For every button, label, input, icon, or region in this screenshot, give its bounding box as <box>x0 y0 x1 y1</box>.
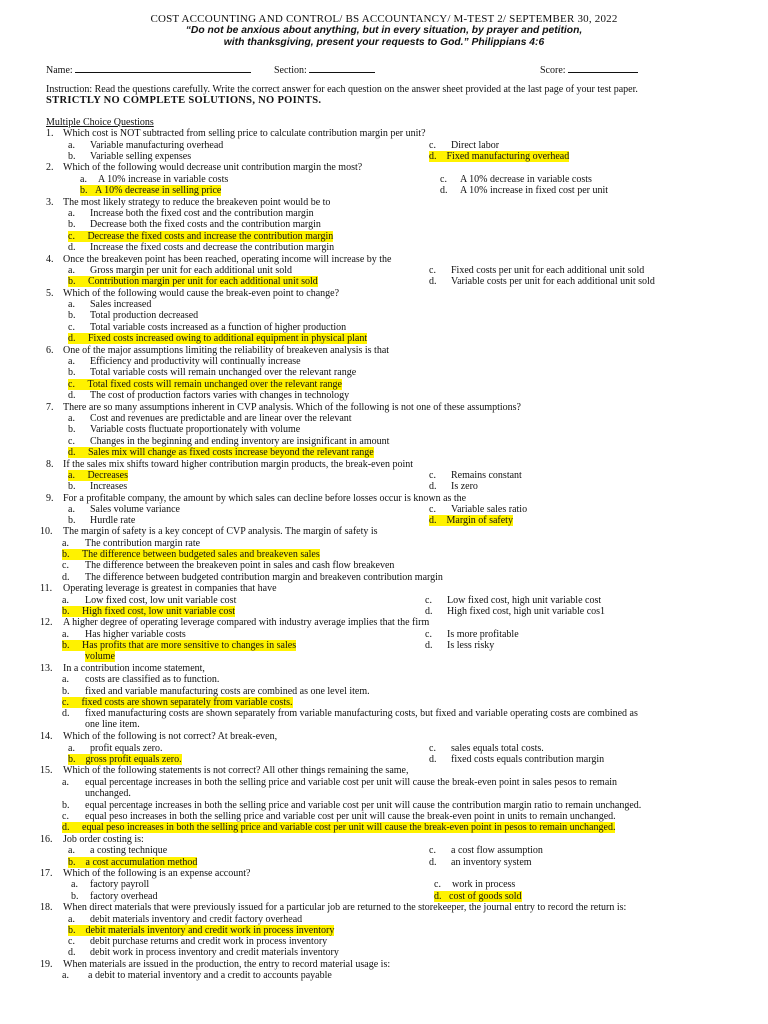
q18-d-letter: d. <box>68 947 76 958</box>
q4-d: Variable costs per unit for each additional unit sold <box>451 276 655 287</box>
q7-number: 7. <box>46 402 54 413</box>
q17-a: factory payroll <box>90 879 150 890</box>
q6-d: The cost of production factors varies with changes in technology <box>90 390 350 401</box>
q16-c: a cost flow assumption <box>451 845 543 856</box>
q3-c: Decrease the fixed costs and increase the contribution margin <box>87 231 334 242</box>
q1-number: 1. <box>46 128 54 139</box>
q14-a-letter: a. <box>68 743 75 754</box>
q2-b: A 10% decrease in selling price <box>95 185 222 196</box>
section-field[interactable] <box>274 62 375 76</box>
q12-number: 12. <box>40 617 53 628</box>
q3-a: Increase both the fixed cost and the contribution margin <box>90 208 314 219</box>
q9-b: Hurdle rate <box>90 515 136 526</box>
q13-a-letter: a. <box>62 674 69 685</box>
q2-c: A 10% decrease in variable costs <box>460 174 592 185</box>
q8-a: Decreases <box>87 470 128 481</box>
q1-a-letter: a. <box>68 140 75 151</box>
q9-number: 9. <box>46 493 54 504</box>
q7-text: There are so many assumptions inherent in CVP analysis. Which of the following is not one of these assumptions? <box>63 402 521 413</box>
q13-b: fixed and variable manufacturing costs are combined as one level item. <box>85 686 370 697</box>
q7-d-answer <box>68 447 374 458</box>
q16-a: a costing technique <box>90 845 168 856</box>
q5-a-letter: a. <box>68 299 75 310</box>
section-label: Section: <box>274 65 307 76</box>
q9-b-letter: b. <box>68 515 76 526</box>
score-label: Score: <box>540 65 566 76</box>
q3-c-letter: c. <box>68 231 75 242</box>
q17-b-letter: b. <box>71 891 79 902</box>
q9-a: Sales volume variance <box>90 504 180 515</box>
q1-text: Which cost is NOT subtracted from selling price to calculate contribution margin per unit? <box>63 128 426 139</box>
q4-b-letter: b. <box>68 276 76 287</box>
q6-c-answer <box>68 379 342 390</box>
q7-c-letter: c. <box>68 436 75 447</box>
q16-text: Job order costing is: <box>63 834 144 845</box>
q1-b-letter: b. <box>68 151 76 162</box>
q6-number: 6. <box>46 345 54 356</box>
q15-d-letter: d. <box>62 822 70 833</box>
q10-b: The difference between budgeted sales and breakeven sales <box>82 549 320 560</box>
q18-number: 18. <box>40 902 53 913</box>
q3-c-answer <box>68 231 333 242</box>
q10-c: The difference between the breakeven point in sales and cash flow breakeven <box>85 560 395 571</box>
q10-a-letter: a. <box>62 538 69 549</box>
q7-a-letter: a. <box>68 413 75 424</box>
q6-a: Efficiency and productivity will continually increase <box>90 356 301 367</box>
q19-a-letter: a. <box>62 970 69 981</box>
q4-text: Once the breakeven point has been reached, operating income will increase by the <box>63 254 392 265</box>
q19-a: a debit to material inventory and a credit to accounts payable <box>88 970 332 981</box>
q11-c: Low fixed cost, high unit variable cost <box>447 595 602 606</box>
q18-c: debit purchase returns and credit work in process inventory <box>90 936 328 947</box>
q12-d: Is less risky <box>447 640 495 651</box>
q3-number: 3. <box>46 197 54 208</box>
q15-c-letter: c. <box>62 811 69 822</box>
q3-d: Increase the fixed costs and decrease the contribution margin <box>90 242 335 253</box>
section-heading: Multiple Choice Questions <box>46 117 154 128</box>
q6-text: One of the major assumptions limiting the reliability of breakeven analysis is that <box>63 345 390 356</box>
q5-b-letter: b. <box>68 310 76 321</box>
q7-a: Cost and revenues are predictable and are linear over the relevant <box>90 413 352 424</box>
q15-text: Which of the following statements is not correct? All other things remaining the same, <box>63 765 409 776</box>
q11-b-letter: b. <box>62 606 70 617</box>
q13-c: fixed costs are shown separately from variable costs. <box>81 697 293 708</box>
q9-a-letter: a. <box>68 504 75 515</box>
score-blank[interactable] <box>568 62 638 73</box>
q10-text: The margin of safety is a key concept of CVP analysis. The margin of safety is <box>63 526 378 537</box>
q13-c-letter: c. <box>62 697 69 708</box>
q10-a: The contribution margin rate <box>85 538 201 549</box>
q11-number: 11. <box>40 583 53 594</box>
q18-text: When direct materials that were previously issued for a particular job are returned to the storekeeper, the journal entry to record the return is: <box>63 902 627 913</box>
q17-c-letter: c. <box>434 879 441 890</box>
q17-d: cost of goods sold <box>449 891 522 902</box>
q7-d-letter: d. <box>68 447 76 458</box>
q3-b-letter: b. <box>68 219 76 230</box>
q17-d-answer <box>434 891 522 902</box>
q16-d: an inventory system <box>451 857 532 868</box>
q11-d-letter: d. <box>425 606 433 617</box>
q7-c: Changes in the beginning and ending inventory are insignificant in amount <box>90 436 390 447</box>
q10-c-letter: c. <box>62 560 69 571</box>
name-label: Name: <box>46 65 73 76</box>
q13-d-letter: d. <box>62 708 70 719</box>
q12-b-letter: b. <box>62 640 70 651</box>
q11-b: High fixed cost, low unit variable cost <box>82 606 236 617</box>
name-blank[interactable] <box>75 62 251 73</box>
q8-a-answer <box>68 470 128 481</box>
q6-b: Total variable costs will remain unchanged over the relevant range <box>90 367 357 378</box>
q18-b: debit materials inventory and credit work in process inventory <box>85 925 335 936</box>
q1-a: Variable manufacturing overhead <box>90 140 224 151</box>
q13-d-continued: one line item. <box>85 719 140 730</box>
q16-number: 16. <box>40 834 53 845</box>
q12-b: Has profits that are more sensitive to changes in sales <box>82 640 297 651</box>
q17-b: factory overhead <box>90 891 158 902</box>
q14-d-letter: d. <box>429 754 437 765</box>
q15-number: 15. <box>40 765 53 776</box>
q18-c-letter: c. <box>68 936 75 947</box>
q17-a-letter: a. <box>71 879 78 890</box>
q10-d-letter: d. <box>62 572 70 583</box>
q15-b: equal percentage increases in both the selling price and variable cost per unit will cause the contribution margin ratio to remain unchanged. <box>85 800 642 811</box>
q1-c: Direct labor <box>451 140 500 151</box>
q14-b: gross profit equals zero. <box>85 754 182 765</box>
q11-c-letter: c. <box>425 595 432 606</box>
q2-text: Which of the following would decrease unit contribution margin the most? <box>63 162 363 173</box>
name-field[interactable] <box>46 62 251 76</box>
q9-d-answer <box>429 515 513 526</box>
q12-a-letter: a. <box>62 629 69 640</box>
q19-number: 19. <box>40 959 53 970</box>
exam-title: COST ACCOUNTING AND CONTROL/ BS ACCOUNTANCY/ M-TEST 2/ SEPTEMBER 30, 2022 <box>150 13 618 25</box>
q12-b-answer <box>62 640 296 651</box>
q1-d-letter: d. <box>429 151 437 162</box>
q17-text: Which of the following is an expense account? <box>63 868 251 879</box>
instruction: Instruction: Read the questions carefully. Write the correct answer for each question on the answer sheet provided at the last page of your test paper. <box>46 84 638 95</box>
q16-b: a cost accumulation method <box>85 857 198 868</box>
q18-b-answer <box>68 925 334 936</box>
q5-a: Sales increased <box>90 299 152 310</box>
q8-c: Remains constant <box>451 470 522 481</box>
q7-d: Sales mix will change as fixed costs increase beyond the relevant range <box>88 447 374 458</box>
q5-d: Fixed costs increased owing to additional equipment in physical plant <box>88 333 368 344</box>
q12-c-letter: c. <box>425 629 432 640</box>
q2-c-letter: c. <box>440 174 447 185</box>
q14-a: profit equals zero. <box>90 743 163 754</box>
q6-b-letter: b. <box>68 367 76 378</box>
q15-b-letter: b. <box>62 800 70 811</box>
q13-text: In a contribution income statement, <box>63 663 205 674</box>
q3-d-letter: d. <box>68 242 76 253</box>
q5-b: Total production decreased <box>90 310 199 321</box>
q10-d: The difference between budgeted contribution margin and breakeven contribution margin <box>85 572 443 583</box>
q13-b-letter: b. <box>62 686 70 697</box>
q9-c-letter: c. <box>429 504 436 515</box>
q16-b-letter: b. <box>68 857 76 868</box>
q13-number: 13. <box>40 663 53 674</box>
q4-b-answer <box>68 276 318 287</box>
q14-c: sales equals total costs. <box>451 743 544 754</box>
q16-c-letter: c. <box>429 845 436 856</box>
q1-d: Fixed manufacturing overhead <box>446 151 570 162</box>
q8-a-letter: a. <box>68 470 75 481</box>
q6-c: Total fixed costs will remain unchanged over the relevant range <box>87 379 342 390</box>
q11-text: Operating leverage is greatest in companies that have <box>63 583 277 594</box>
q3-text: The most likely strategy to reduce the breakeven point would be to <box>63 197 331 208</box>
q2-d: A 10% increase in fixed cost per unit <box>460 185 609 196</box>
q16-a-letter: a. <box>68 845 75 856</box>
q8-c-letter: c. <box>429 470 436 481</box>
q14-b-letter: b. <box>68 754 76 765</box>
verse-line-1: “Do not be anxious about anything, but in every situation, by prayer and petition, <box>185 25 583 36</box>
q14-b-answer <box>68 754 182 765</box>
q6-a-letter: a. <box>68 356 75 367</box>
q8-b: Increases <box>90 481 128 492</box>
strict-note: STRICTLY NO COMPLETE SOLUTIONS, NO POINTS. <box>46 95 322 106</box>
q4-c: Fixed costs per unit for each additional unit sold <box>451 265 645 276</box>
q4-d-letter: d. <box>429 276 437 287</box>
q5-c-letter: c. <box>68 322 75 333</box>
q9-d-letter: d. <box>429 515 437 526</box>
q8-b-letter: b. <box>68 481 76 492</box>
q14-number: 14. <box>40 731 53 742</box>
q2-number: 2. <box>46 162 54 173</box>
q4-a: Gross margin per unit for each additional unit sold <box>90 265 292 276</box>
q11-b-answer <box>62 606 235 617</box>
q2-d-letter: d. <box>440 185 448 196</box>
q2-a-letter: a. <box>80 174 87 185</box>
q2-a: A 10% increase in variable costs <box>98 174 229 185</box>
q7-b: Variable costs fluctuate proportionately with volume <box>90 424 301 435</box>
q12-a: Has higher variable costs <box>85 629 186 640</box>
q13-d: fixed manufacturing costs are shown separately from variable manufacturing costs, but fixed and variable operating costs are combined as <box>85 708 638 719</box>
q1-d-answer <box>429 151 569 162</box>
q15-a-continued: unchanged. <box>85 788 131 799</box>
q17-c: work in process <box>452 879 516 890</box>
q12-d-letter: d. <box>425 640 433 651</box>
q3-b: Decrease both the fixed costs and the contribution margin <box>90 219 321 230</box>
q8-number: 8. <box>46 459 54 470</box>
section-blank[interactable] <box>309 62 375 73</box>
q13-c-answer <box>62 697 293 708</box>
q10-b-letter: b. <box>62 549 70 560</box>
q9-d: Margin of safety <box>446 515 513 526</box>
q15-d-answer <box>62 822 615 833</box>
q8-d-letter: d. <box>429 481 437 492</box>
q5-number: 5. <box>46 288 54 299</box>
q8-text: If the sales mix shifts toward higher contribution margin products, the break-even point <box>63 459 414 470</box>
q8-d: Is zero <box>451 481 478 492</box>
q14-d: fixed costs equals contribution margin <box>451 754 605 765</box>
q4-c-letter: c. <box>429 265 436 276</box>
q18-b-letter: b. <box>68 925 76 936</box>
q10-number: 10. <box>40 526 53 537</box>
q16-b-answer <box>68 857 197 868</box>
q18-a: debit materials inventory and credit factory overhead <box>90 914 303 925</box>
q12-text: A higher degree of operating leverage compared with industry average implies that the firm <box>63 617 430 628</box>
q14-text: Which of the following is not correct? At break-even, <box>63 731 278 742</box>
q12-b-continued: volume <box>85 651 115 662</box>
q15-a: equal percentage increases in both the selling price and variable cost per unit will cause the break-even point in sales pesos to remain <box>85 777 618 788</box>
q3-a-letter: a. <box>68 208 75 219</box>
q5-d-letter: d. <box>68 333 76 344</box>
q9-c: Variable sales ratio <box>451 504 528 515</box>
q11-a-letter: a. <box>62 595 69 606</box>
q1-c-letter: c. <box>429 140 436 151</box>
q18-a-letter: a. <box>68 914 75 925</box>
q6-c-letter: c. <box>68 379 75 390</box>
q5-d-answer <box>68 333 367 344</box>
q18-d: debit work in process inventory and credit materials inventory <box>90 947 339 958</box>
q11-a: Low fixed cost, low unit variable cost <box>85 595 237 606</box>
q17-number: 17. <box>40 868 53 879</box>
verse-line-2: with thanksgiving, present your requests to God.” Philippians 4:6 <box>223 37 545 48</box>
q11-d: High fixed cost, high unit variable cos1 <box>447 606 606 617</box>
q2-b-letter: b. <box>80 185 88 196</box>
q2-b-answer <box>80 185 221 196</box>
q6-d-letter: d. <box>68 390 76 401</box>
q7-b-letter: b. <box>68 424 76 435</box>
q10-b-answer <box>62 549 320 560</box>
q5-c: Total variable costs increased as a function of higher production <box>90 322 347 333</box>
q9-text: For a profitable company, the amount by which sales can decline before losses occur is known as the <box>63 493 467 504</box>
q1-b: Variable selling expenses <box>90 151 192 162</box>
q13-a: costs are classified as to function. <box>85 674 220 685</box>
q4-number: 4. <box>46 254 54 265</box>
q14-c-letter: c. <box>429 743 436 754</box>
q15-c: equal peso increases in both the selling price and variable cost per unit will cause the break-even point in units to remain unchanged. <box>85 811 616 822</box>
q5-text: Which of the following would cause the break-even point to change? <box>63 288 340 299</box>
q15-d: equal peso increases in both the selling price and variable cost per unit will cause the break-even point in pesos to remain unchanged. <box>82 822 616 833</box>
q15-a-letter: a. <box>62 777 69 788</box>
score-field[interactable] <box>540 62 638 76</box>
q12-c: Is more profitable <box>447 629 519 640</box>
q4-a-letter: a. <box>68 265 75 276</box>
q19-text: When materials are issued in the production, the entry to record material usage is: <box>63 959 391 970</box>
q4-b: Contribution margin per unit for each additional unit sold <box>88 276 318 287</box>
q16-d-letter: d. <box>429 857 437 868</box>
q17-d-letter: d. <box>434 891 442 902</box>
